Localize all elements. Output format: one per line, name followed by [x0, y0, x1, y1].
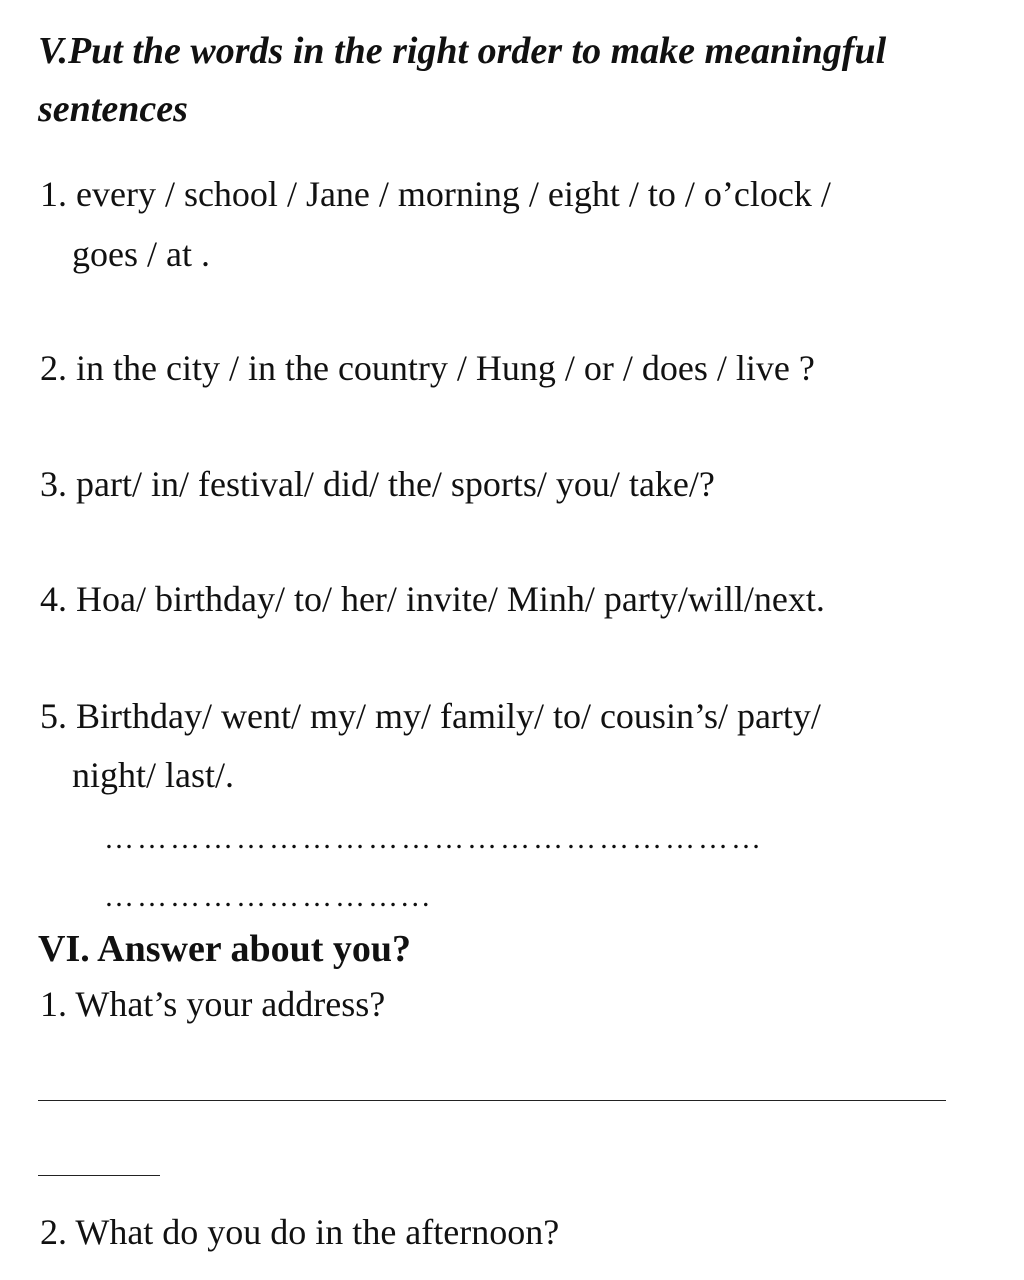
item-2-line1: 2. in the city / in the country / Hung / or / does / live ? [40, 348, 815, 388]
section-v-title-line1: V.Put the words in the right order to make meaningful [38, 30, 887, 72]
answer-line-1[interactable] [38, 1100, 946, 1101]
item-3-line1: 3. part/ in/ festival/ did/ the/ sports/ you/ take/? [40, 464, 715, 504]
item-5-line2: night/ last/. [72, 755, 234, 795]
item-5-line1: 5. Birthday/ went/ my/ my/ family/ to/ cousin’s/ party/ [40, 696, 821, 736]
item-4-line1: 4. Hoa/ birthday/ to/ her/ invite/ Minh/ party/will/next. [40, 579, 825, 619]
dotted-answer-line-long[interactable]: …………………………………………………… [104, 822, 764, 855]
answer-line-2[interactable] [38, 1175, 160, 1176]
section-vi-title: VI. Answer about you? [38, 928, 412, 970]
section-v-title-line2: sentences [38, 88, 188, 130]
question-2: 2. What do you do in the afternoon? [40, 1212, 560, 1252]
question-1: 1. What’s your address? [40, 984, 386, 1024]
dotted-answer-line-short[interactable]: ………………………... [104, 880, 433, 913]
item-1-line1: 1. every / school / Jane / morning / eight / to / o’clock / [40, 174, 831, 214]
item-1-line2: goes / at . [72, 234, 210, 274]
